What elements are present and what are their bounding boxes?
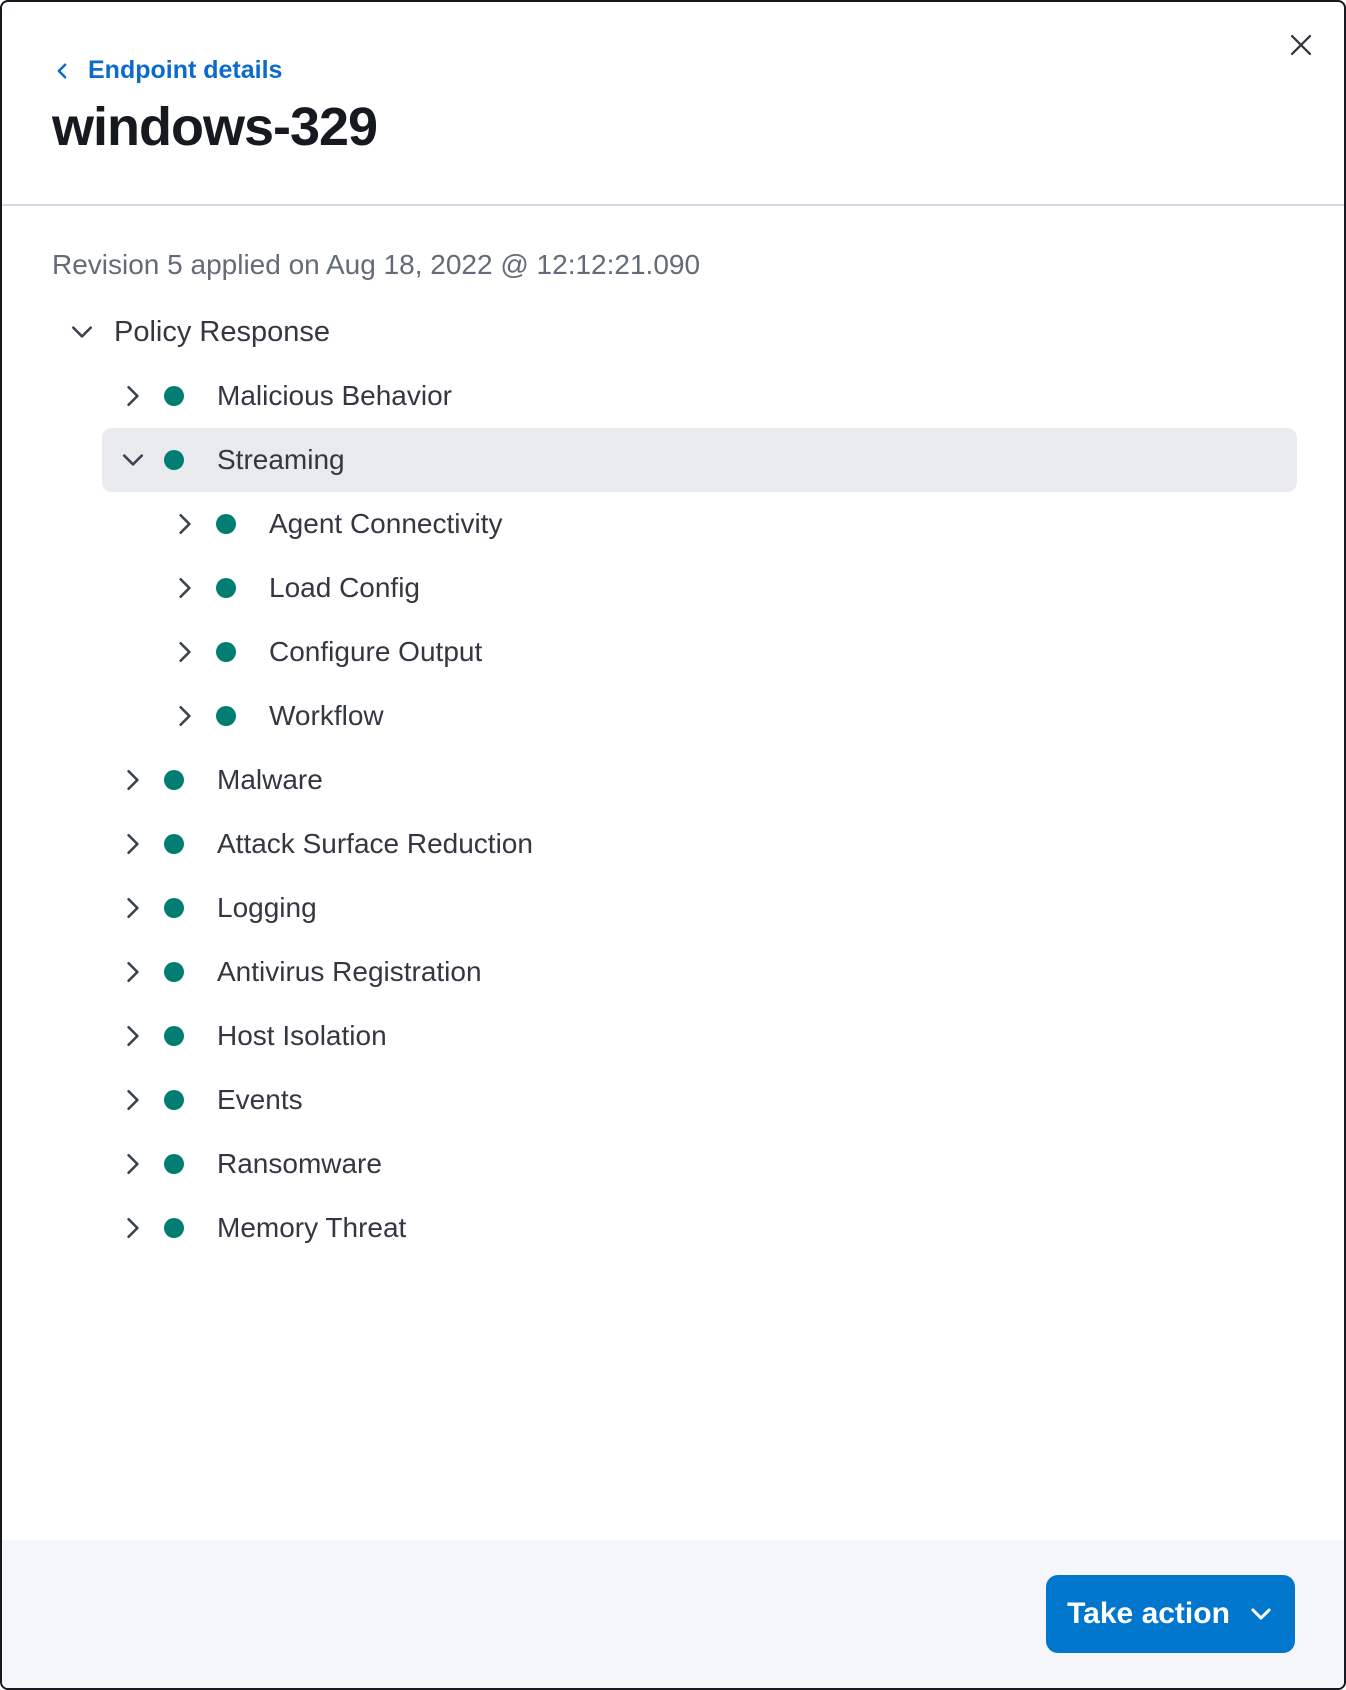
chevron-right-icon <box>119 830 147 858</box>
tree-item-label: Agent Connectivity <box>269 508 503 539</box>
tree-item-label: Workflow <box>269 700 384 731</box>
chevron-left-icon <box>52 58 72 84</box>
status-dot <box>164 1218 184 1238</box>
header-divider <box>2 204 1344 206</box>
chevron-right-icon <box>119 382 147 410</box>
tree-item-ransomware[interactable] <box>102 1132 1297 1196</box>
tree-item-malware[interactable] <box>102 748 1297 812</box>
tree-item-label: Load Config <box>269 572 421 603</box>
tree-item-label: Ransomware <box>217 1148 382 1179</box>
tree-item-host-isolation[interactable] <box>102 1004 1297 1068</box>
tree-item-label: Host Isolation <box>217 1020 387 1051</box>
back-link-label: Endpoint details <box>88 56 283 84</box>
chevron-right-icon <box>119 766 147 794</box>
status-dot <box>164 962 184 982</box>
back-link[interactable] <box>52 56 282 85</box>
tree-item-events[interactable] <box>102 1068 1297 1132</box>
chevron-right-icon <box>171 638 199 666</box>
chevron-down-icon <box>119 446 147 474</box>
tree-item-streaming[interactable] <box>102 428 1297 492</box>
chevron-right-icon <box>119 958 147 986</box>
tree-item-label: Malicious Behavior <box>217 380 452 411</box>
policy-response-tree <box>2 300 1344 1260</box>
status-dot <box>216 642 236 662</box>
status-dot <box>164 898 184 918</box>
tree-item-load-config[interactable] <box>154 556 1297 620</box>
chevron-right-icon <box>119 1086 147 1114</box>
tree-item-memory-threat[interactable] <box>102 1196 1297 1260</box>
tree-item-label: Configure Output <box>269 636 483 667</box>
chevron-right-icon <box>119 1214 147 1242</box>
tree-item-label: Malware <box>217 764 323 795</box>
chevron-right-icon <box>119 1022 147 1050</box>
status-dot <box>216 578 236 598</box>
tree-item-antivirus-registration[interactable] <box>102 940 1297 1004</box>
tree-item-label: Policy Response <box>114 315 330 348</box>
chevron-right-icon <box>171 702 199 730</box>
status-dot <box>216 706 236 726</box>
tree-item-label: Attack Surface Reduction <box>217 828 533 859</box>
chevron-down-icon <box>68 318 96 346</box>
tree-item-label: Memory Threat <box>217 1212 407 1243</box>
take-action-label: Take action <box>1067 1597 1230 1630</box>
close-icon[interactable] <box>1284 28 1318 62</box>
status-dot <box>216 514 236 534</box>
chevron-right-icon <box>119 1150 147 1178</box>
tree-item-attack-surface-reduction[interactable] <box>102 812 1297 876</box>
status-dot <box>164 386 184 406</box>
revision-text: Revision 5 applied on Aug 18, 2022 @ 12:12:21.090 <box>52 249 701 280</box>
tree-item-label: Streaming <box>217 444 345 475</box>
tree-item-policy-response[interactable] <box>2 300 1344 364</box>
tree-item-agent-connectivity[interactable] <box>154 492 1297 556</box>
take-action-button[interactable] <box>1046 1575 1295 1653</box>
page-title: windows-329 <box>52 97 378 157</box>
status-dot <box>164 1026 184 1046</box>
tree-item-malicious-behavior[interactable] <box>102 364 1297 428</box>
status-dot <box>164 834 184 854</box>
status-dot <box>164 770 184 790</box>
tree-item-configure-output[interactable] <box>154 620 1297 684</box>
status-dot <box>164 1154 184 1174</box>
chevron-right-icon <box>171 510 199 538</box>
flyout-footer <box>2 1540 1344 1688</box>
tree-item-workflow[interactable] <box>154 684 1297 748</box>
chevron-down-icon <box>1248 1601 1274 1627</box>
status-dot <box>164 1090 184 1110</box>
chevron-right-icon <box>119 894 147 922</box>
chevron-right-icon <box>171 574 199 602</box>
tree-item-label: Events <box>217 1084 303 1115</box>
status-dot <box>164 450 184 470</box>
tree-item-logging[interactable] <box>102 876 1297 940</box>
tree-item-label: Antivirus Registration <box>217 956 482 987</box>
tree-item-label: Logging <box>217 892 317 923</box>
